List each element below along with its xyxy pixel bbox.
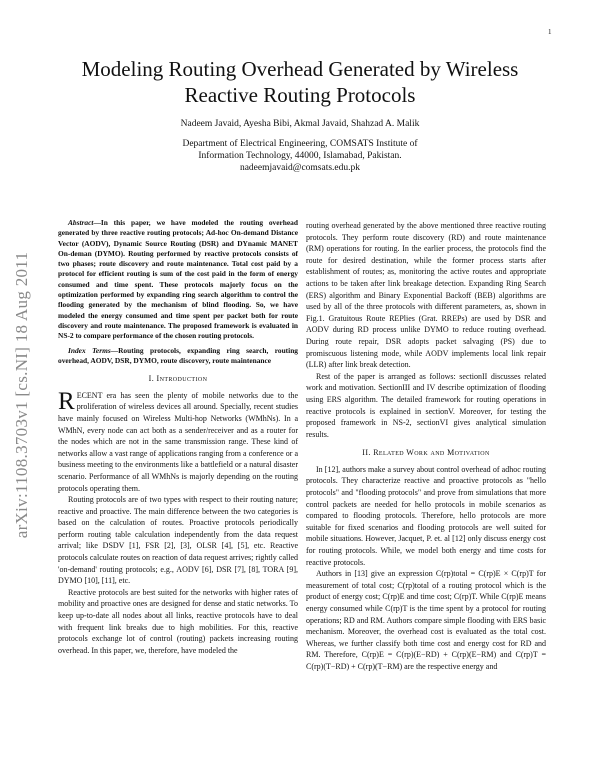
- right-column: [306, 220, 546, 673]
- author-email: nadeemjavaid@comsats.edu.pk: [239, 163, 361, 173]
- body-paragraph-continued: routing overhead generated by the above mentioned three reactive routing protocols. They perform route discovery (RD) and route maintenance (RM) operations for routing. In the earlier process, the protocols find the route for desired destination, while the former process starts after establishment of routes; as, monitoring the active routes and appropriate actions to be taken after link breakage detection. Expanding Ring Search (ERS) algorithm and Binary Exponential Backoff (BEB) algorithms are used by all of the three protocols with different parameters, as, shown in Fig.1. Gratuitous Route REPlies (Grat. RREPs) are used by DSR and AODV during RD process unlike DYMO to reduce routing overhead. During route repair, DSR adopts packet salvaging (PS) due to promiscuous listening mode, while AODV implements local link repair (LLR) after link break detection.: [306, 221, 546, 370]
- author-list: Nadeem Javaid, Ayesha Bibi, Akmal Javaid, Shahzad A. Malik: [180, 119, 420, 129]
- paper-title: Modeling Routing Overhead Generated by Wireless Reactive Routing Protocols: [81, 57, 519, 107]
- abstract-text: —In this paper, we have modeled the routing overhead generated by three reactive routing protocols; Ad-hoc On-demand Distance Vector (AODV), Dynamic Source Routing (DSR) and DYnamic MANET On-deman (DYMO). Routing performed by reactive protocols consists of two phases; route discovery and route maintenance. Total cost paid by a protocol for efficient routing is sum of the cost paid in the form of energy consumed and time spent. These protocols majorly focus on the optimization performed by expanding ring search algorithm to control the flooding generated by the mechanism of blind flooding. So, we have modeled the energy consumed and time spent per packet both for route discovery and route maintenance. The proposed framework is evaluated in NS-2 to compare performance of the chosen routing protocols.: [58, 218, 298, 341]
- intro-paragraph-1: [58, 387, 298, 494]
- abstract: [58, 218, 298, 342]
- intro-paragraph-3: Reactive protocols are best suited for the networks with higher rates of mobility and proactive ones are designed for dense and static networks. To keep up-to-date all nodes about all links, reactive protocols have to deal with frequent link breaks due to high mobilities. For this, reactive protocols exchange lot of control (routing) packets increasing routing overhead. In this paper, we, therefore, have modeled the: [58, 587, 298, 655]
- page-number: 1: [548, 28, 552, 36]
- section-heading-related-work: II. Related Work and Motivation: [362, 448, 490, 458]
- section-heading-introduction: I. Introduction: [148, 374, 208, 384]
- arxiv-stamp: arXiv:1108.3703v1 [cs.NI] 18 Aug 2011: [12, 251, 31, 539]
- related-work-paragraph-2: Authors in [13] give an expression C(rp)total = C(rp)E × C(rp)T for measurement of total cost; C(rp)total of a routing protocol which is the product of energy cost; C(rp)E and time cost; C(rp)T. While C(rp)E means energy consumed while C(rp)T is the time spent by a protocol for routing operations; RD and RM. Authors compare simple flooding with ERS basic mechanism. Moreover, the overhead cost is evaluated as the total cost. Whereas, we further classify both time cost and energy cost for RD and RM. Therefore, C(rp)E = C(rp)(E−RD) + C(rp)(E−RM) and C(rp)T = C(rp)(T−RD) + C(rp)(T−RM) are the respective energy and: [306, 569, 546, 671]
- body-paragraph-organization: Rest of the paper is arranged as follows: sectionII discusses related work and motivation. SectionIII and IV describe optimization of flooding using ERS algorithm. The detailed framework for routing operations in reactive protocols is explained in sectionV. Moreover, for testing the proposed framework in NS-2, sectionVI gives analytical simulation results.: [306, 371, 546, 439]
- index-terms-text: —Routing protocols, expanding ring search, routing overhead, AODV, DSR, DYMO, route discovery, route maintenance: [58, 345, 299, 365]
- affiliation-line-2: Information Technology, 44000, Islamabad, Pakistan.: [198, 151, 402, 161]
- drop-cap: R: [58, 387, 75, 415]
- affiliation: [100, 138, 500, 174]
- related-work-paragraph-1: In [12], authors make a survey about control overhead of adhoc routing protocols. They characterize reactive and proactive protocols as "hello protocols" and "flooding protocols" and prove from simulations that more control packets are needed for hello protocols in mobile scenarios as compared to flooding protocols. Therefore, hello protocols are more suitable for fixed scenarios and flooding protocols are well suited for mobile situations. However, Jacquet, P. et. al [12] only discuss energy cost for routing protocols. While, we model both energy and time costs for reactive protocols.: [306, 464, 546, 567]
- affiliation-line-1: Department of Electrical Engineering, COMSATS Institute of: [182, 139, 418, 149]
- abstract-label: Abstract: [68, 218, 94, 227]
- index-terms: [58, 346, 298, 367]
- index-terms-label: Index Terms: [68, 345, 111, 355]
- intro-paragraph-1-text: ECENT era has seen the plenty of mobile networks due to the proliferation of wireless devices all around. Specially, recent studies have mainly focused on Wireless Multi-hop Networks (WMhNs). In a WMhN, every node can act both as a sender/receiver and as a router for the nodes which are not in the same transmission range. These kind of networks allow a vast range of applications ranging from a conference or a business meeting to the environments like a battlefield or a natural disaster scenario. Performance of all WMhNs is majorly depending on the routing protocols operating them.: [58, 390, 298, 493]
- left-column: [58, 218, 298, 656]
- intro-paragraph-2: Routing protocols are of two types with respect to their routing nature; reactive and proactive. The main difference between the two categories is based on the calculation of routes. Proactive protocols periodically perform routing table calculation independently from the data request arrival; like DSDV [1], FSR [2], [3], OLSR [4], [5], etc. Reactive protocols calculate routes on reaction of data request arrives; rightly called 'on-demand' routing protocols; e.g., AODV [6], DSR [7], [8], TORA [9], DYMO [10], [11], etc.: [58, 495, 298, 586]
